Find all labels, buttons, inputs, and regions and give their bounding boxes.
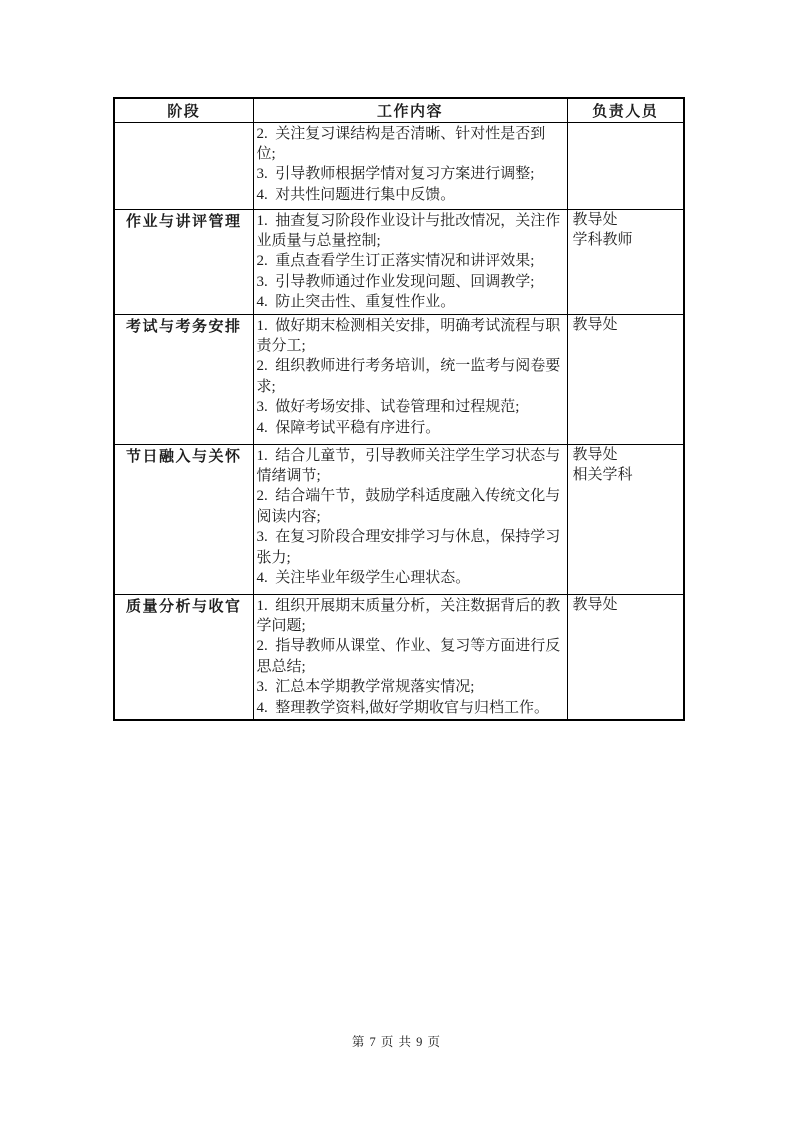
responsible-person: 教导处 [572, 316, 618, 333]
table-row [114, 314, 684, 444]
work-item: 3. 做好考场安排、试卷管理和过程规范; [256, 399, 520, 416]
work-item: 2. 关注复习课结构是否清晰、针对性是否到位; [256, 125, 546, 162]
table-header-row [114, 98, 684, 122]
table-row [114, 594, 684, 720]
table-row [114, 444, 684, 594]
header-responsible: 负责人员 [567, 98, 684, 122]
header-phase: 阶段 [114, 98, 253, 122]
work-items-cell [253, 594, 567, 720]
responsible-cell [567, 122, 684, 209]
work-item: 4. 对共性问题进行集中反馈。 [256, 186, 456, 203]
responsible-cell [567, 594, 684, 720]
work-item: 3. 在复习阶段合理安排学习与休息，保持学习张力; [256, 529, 561, 566]
work-item: 3. 引导教师通过作业发现问题、回调教学; [256, 273, 535, 290]
phase-cell [114, 122, 253, 209]
work-plan-table [113, 97, 685, 721]
work-item: 3. 引导教师根据学情对复习方案进行调整; [256, 166, 535, 183]
table-body [114, 122, 684, 720]
work-items-cell [253, 209, 567, 314]
table-row [114, 122, 684, 209]
work-item: 4. 防止突击性、重复性作业。 [256, 294, 456, 311]
responsible-person: 教导处 [572, 596, 618, 613]
table-row [114, 209, 684, 314]
phase-cell: 质量分析与收官 [114, 594, 253, 720]
work-item: 2. 组织教师进行考务培训，统一监考与阅卷要求; [256, 358, 561, 395]
phase-cell: 考试与考务安排 [114, 314, 253, 444]
responsible-cell [567, 444, 684, 594]
header-work-content: 工作内容 [253, 98, 567, 122]
responsible-cell [567, 209, 684, 314]
responsible-person: 教导处 [572, 446, 618, 463]
work-items-cell [253, 314, 567, 444]
work-item: 2. 结合端午节，鼓励学科适度融入传统文化与阅读内容; [256, 488, 561, 525]
responsible-person: 教导处 [572, 211, 618, 228]
work-item: 2. 重点查看学生订正落实情况和讲评效果; [256, 253, 535, 270]
work-items-cell [253, 122, 567, 209]
work-item: 2. 指导教师从课堂、作业、复习等方面进行反思总结; [256, 638, 561, 675]
work-item: 1. 结合儿童节，引导教师关注学生学习状态与情绪调节; [256, 447, 561, 484]
phase-cell: 作业与讲评管理 [114, 209, 253, 314]
phase-cell: 节日融入与关怀 [114, 444, 253, 594]
work-items-cell [253, 444, 567, 594]
work-item: 4. 整理教学资料,做好学期收官与归档工作。 [256, 699, 550, 716]
responsible-cell [567, 314, 684, 444]
work-item: 3. 汇总本学期教学常规落实情况; [256, 679, 475, 696]
work-item: 1. 抽查复习阶段作业设计与批改情况，关注作业质量与总量控制; [256, 212, 561, 249]
work-item: 4. 保障考试平稳有序进行。 [256, 419, 441, 436]
responsible-person: 相关学科 [572, 467, 633, 484]
work-item: 1. 组织开展期末质量分析，关注数据背后的教学问题; [256, 597, 561, 634]
page-number: 第 7 页 共 9 页 [351, 1035, 442, 1049]
responsible-person: 学科教师 [572, 232, 633, 248]
work-item: 1. 做好期末检测相关安排，明确考试流程与职责分工; [256, 317, 561, 354]
work-item: 4. 关注毕业年级学生心理状态。 [256, 569, 471, 586]
